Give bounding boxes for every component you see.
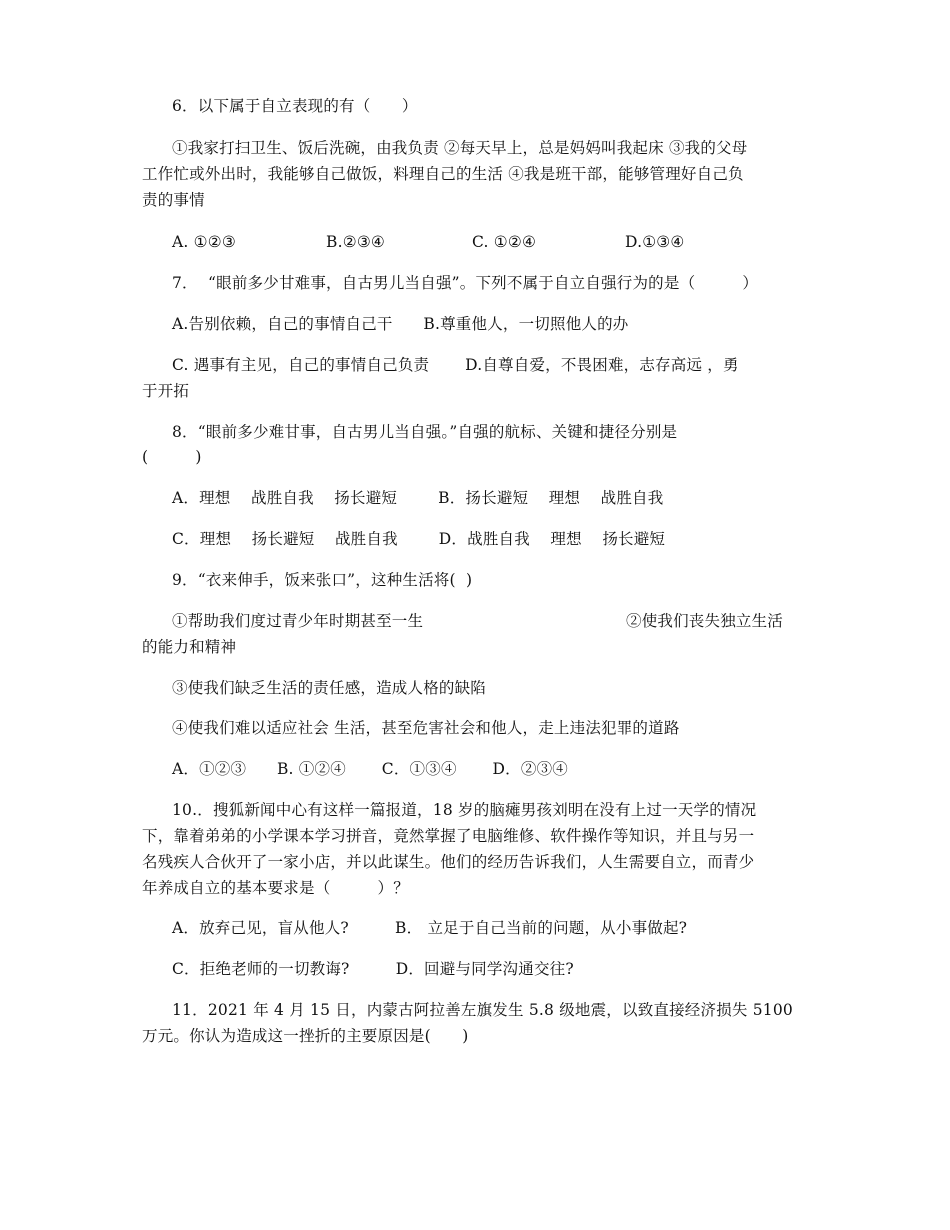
q11-stem-line-2: 万元。你认为造成这一挫折的主要原因是( ) xyxy=(142,1027,469,1045)
q9-stem: 9．“衣来伸手，饭来张口”，这种生活将( ) xyxy=(172,571,473,589)
q8-options-ab: A．理想 战胜自我 扬长避短 B．扬长避短 理想 战胜自我 xyxy=(172,489,664,507)
q6-option-a: A. ①②③ xyxy=(172,233,236,251)
q10-stem-line-2: 下，靠着弟弟的小学课本学习拼音，竟然掌握了电脑维修、软件操作等知识，并且与另一 xyxy=(142,827,755,845)
q9-options: A．①②③ B. ①②④ C．①③④ D．②③④ xyxy=(172,760,568,778)
q8-stem-line-1: 8．“眼前多少难甘事，自古男儿当自强。”自强的航标、关键和捷径分别是 xyxy=(172,423,678,441)
q9-item-4: ④使我们难以适应社会 生活，甚至危害社会和他人，走上违法犯罪的道路 xyxy=(172,719,680,737)
q8-options-cd: C．理想 扬长避短 战胜自我 D．战胜自我 理想 扬长避短 xyxy=(172,530,666,548)
q8-stem-line-2: ( ) xyxy=(142,448,202,466)
q6-option-d: D.①③④ xyxy=(625,233,685,251)
q6-body-line-3: 责的事情 xyxy=(142,191,205,209)
q9-item-2-line-2: 的能力和精神 xyxy=(142,638,237,656)
q6-stem: 6．以下属于自立表现的有（ ） xyxy=(172,97,418,115)
q7-stem: 7． “眼前多少甘难事，自古男儿当自强”。下列不属于自立自强行为的是（ ） xyxy=(172,274,759,292)
q6-option-b: B.②③④ xyxy=(326,233,386,251)
q7-options-cd-line-1: C. 遇事有主见，自己的事情自己负责 D.自尊自爱，不畏困难，志存高远 ，勇 xyxy=(172,356,739,374)
q10-stem-line-1: 10.．搜狐新闻中心有这样一篇报道，18 岁的脑瘫男孩刘明在没有上过一天学的情况 xyxy=(172,801,757,819)
q9-item-1: ①帮助我们度过青少年时期甚至一生 xyxy=(172,612,424,630)
q6-body-line-2: 工作忙或外出时，我能够自己做饭，料理自己的生活 ④我是班干部，能够管理好自己负 xyxy=(142,165,744,183)
q10-stem-line-4: 年养成自立的基本要求是（ ）？ xyxy=(142,879,409,897)
q9-item-2-line-1: ②使我们丧失独立生活 xyxy=(626,612,784,630)
q6-option-c: C. ①②④ xyxy=(472,233,537,251)
q11-stem-line-1: 11．2021 年 4 月 15 日，内蒙古阿拉善左旗发生 5.8 级地震，以致直接经济损失 5100 xyxy=(172,1001,793,1019)
q7-options-cd-line-2: 于开拓 xyxy=(142,382,190,400)
q10-options-cd: C．拒绝老师的一切教诲? D．回避与同学沟通交往? xyxy=(172,960,574,978)
q9-item-3: ③使我们缺乏生活的责任感，造成人格的缺陷 xyxy=(172,679,487,697)
q10-options-ab: A．放弃己见，盲从他人? B． 立足于自己当前的问题，从小事做起? xyxy=(172,919,688,937)
q6-body-line-1: ①我家打扫卫生、饭后洗碗，由我负责 ②每天早上，总是妈妈叫我起床 ③我的父母 xyxy=(172,139,748,157)
q10-stem-line-3: 名残疾人合伙开了一家小店，并以此谋生。他们的经历告诉我们，人生需要自立，而青少 xyxy=(142,853,755,871)
q7-options-ab: A.告别依赖，自己的事情自己干 B.尊重他人，一切照他人的办 xyxy=(172,315,629,333)
